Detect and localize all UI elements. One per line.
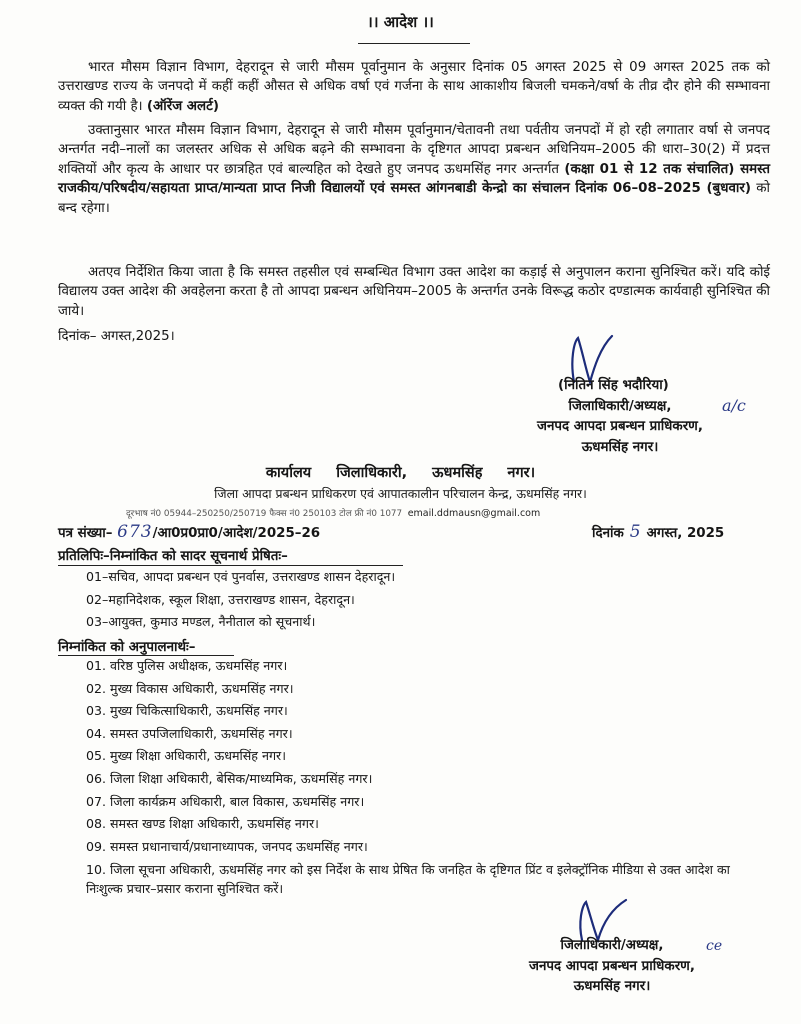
list-item: 02. मुख्य विकास अधिकारी, ऊधमसिंह नगर। [86, 680, 294, 696]
signature-initials: a/c [722, 396, 746, 415]
letter-date-rest: अगस्त, 2025 [646, 526, 725, 541]
letter-date [592, 522, 724, 542]
compliance-heading: निम्नांकित को अनुपालनार्थः– [58, 640, 196, 655]
signatory-place: ऊधमसिंह नगर। [581, 439, 659, 455]
closure-end-text: को बन्द रहेगा। [58, 181, 770, 216]
contact-numbers: दूरभाष नं0 05944–250250/250719 फैक्स नं0 250103 टोल फ्री नं0 1077 [126, 509, 403, 519]
paragraph-compliance: अतएव निर्देशित किया जाता है कि समस्त तहसील एवं सम्बन्धित विभाग उक्त आदेश का कड़ाई से अनुपालन कराना सुनिश्चित करें। यदि कोई विद्यालय उक्त आदेश की अवहेलना करता है तो आपदा प्रबन्धन अधिनियम–2005 के अन्तर्गत उनके विरूद्ध कठोर दण्डात्मक कार्यवाही सुनिश्चित की जाये। [58, 265, 770, 319]
signature-block [500, 376, 740, 458]
list-item: 01. वरिष्ठ पुलिस अधीक्षक, ऊधमसिंह नगर। [86, 658, 288, 673]
list-item: 06. जिला शिक्षा अधिकारी, बेसिक/माध्यमिक, ऊधमसिंह नगर। [86, 770, 373, 786]
letter-date-label: दिनांक [592, 526, 624, 541]
office-contact [126, 507, 540, 519]
paragraph-forecast [58, 58, 770, 116]
list-item: 08. समस्त खण्ड शिक्षा अधिकारी, ऊधमसिंह नगर। [86, 816, 319, 832]
office-subheading: जिला आपदा प्रबन्धन प्राधिकरण एवं आपातकालीन परिचालन केन्द्र, ऊधमसिंह नगर। [214, 486, 587, 501]
signature-block-2 [482, 936, 742, 998]
signatory-place: ऊधमसिंह नगर। [573, 979, 651, 994]
title-underline [358, 43, 470, 44]
letter-date-day: 5 [629, 522, 641, 542]
list-item: 03. मुख्य चिकित्साधिकारी, ऊधमसिंह नगर। [86, 703, 288, 719]
letter-number-label: पत्र संख्या– [58, 526, 113, 541]
document-title: ।। आदेश ।। [367, 13, 434, 31]
list-item: 05. मुख्य शिक्षा अधिकारी, ऊधमसिंह नगर। [86, 748, 286, 764]
copy-list [86, 566, 395, 634]
list-item: 03–आयुक्त, कुमाउ मण्डल, नैनीताल को सूचनार्थ। [86, 614, 316, 630]
paragraph-closure-order [58, 121, 770, 218]
signatory-designation: जिलाधिकारी/अध्यक्ष, [560, 938, 664, 953]
contact-email: email.ddmausn@gmail.com [407, 508, 541, 519]
list-item: 09. समस्त प्रधानाचार्य/प्रधानाध्यापक, जनपद ऊधमसिंह नगर। [86, 838, 368, 854]
orange-alert: (ऑरेंज अलर्ट) [146, 98, 219, 114]
letter-number-suffix: /आ0प्र0प्रा0/आदेश/2025–26 [152, 526, 321, 541]
office-heading: कार्यालय जिलाधिकारी, ऊधमसिंह नगर। [265, 465, 536, 481]
list-item: 10. जिला सूचना अधिकारी, ऊधमसिंह नगर को इस निर्देश के साथ प्रेषित कि जनहित के दृष्टिगत प्रिंट व इलेक्ट्रॉनिक मीडिया से उक्त आदेश का निःशुल्क प्रचार–प्रसार कराना सुनिश्चित करें। [86, 862, 730, 897]
signatory-designation: जिलाधिकारी/अध्यक्ष, [568, 398, 672, 414]
forecast-text: भारत मौसम विज्ञान विभाग, देहरादून से जारी मौसम पूर्वानुमान के अनुसार दिनांक 05 अगस्त 2025 से 09 अगस्त 2025 तक को उत्तराखण्ड राज्य के जनपदो में कहीं कहीं औसत से अधिक वर्षा एवं गर्जना के साथ आकाशीय बिजली चमकने/वर्षा के तीव्र दौर होने की सम्भावना व्यक्त की गयी है। [58, 60, 770, 114]
closure-bold-text: (कक्षा 01 से 12 तक संचालित) समस्त राजकीय/परिषदीय/सहायता प्राप्त/मान्यता प्राप्त निजी विद्यालयों एवं समस्त आंगनबाडी केन्द्रो का संचालन दिनांक 06–08–2025 (बुधवार) [58, 161, 770, 197]
list-item: 04. समस्त उपजिलाधिकारी, ऊधमसिंह नगर। [86, 725, 293, 741]
list-item: 02–महानिदेशक, स्कूल शिक्षा, उत्तराखण्ड शासन, देहरादून। [86, 591, 355, 607]
compliance-list [86, 655, 766, 898]
list-item: 01–सचिव, आपदा प्रबन्धन एवं पुनर्वास, उत्तराखण्ड शासन देहरादून। [86, 569, 396, 584]
letter-number-handwritten: 673 [117, 522, 153, 542]
letter-number [58, 522, 320, 542]
signatory-name: (नितिन सिंह भदौरिया) [558, 378, 669, 393]
copy-heading: प्रतिलिपिः–निम्नांकित को सादर सूचनार्थ प्रेषितः– [58, 549, 288, 564]
signature-initials-2: ce [706, 938, 723, 954]
signatory-authority: जनपद आपदा प्रबन्धन प्राधिकरण, [529, 958, 695, 974]
list-item: 07. जिला कार्यक्रम अधिकारी, बाल विकास, ऊधमसिंह नगर। [86, 793, 365, 809]
closure-text: उक्तानुसार भारत मौसम विज्ञान विभाग, देहरादून से जारी मौसम पूर्वानुमान/चेतावनी तथा पर्वतीय जनपदों में हो रही लगातार वर्षा से जनपद अन्तर्गत नदी–नालों का जलस्तर अधिक से अधिक बढ़ने की सम्भावना के दृष्टिगत आपदा प्रबन्धन अधिनियम–2005 की धारा–30(2) में प्रदत्त शक्तियों और कृत्य के आधार पर छात्रहित एवं बाल्यहित को देखते हुए जनपद ऊधमसिंह नगर अन्तर्गत [58, 123, 770, 177]
signatory-authority: जनपद आपदा प्रबन्धन प्राधिकरण, [537, 419, 703, 434]
order-date: दिनांक– अगस्त,2025। [58, 329, 175, 344]
